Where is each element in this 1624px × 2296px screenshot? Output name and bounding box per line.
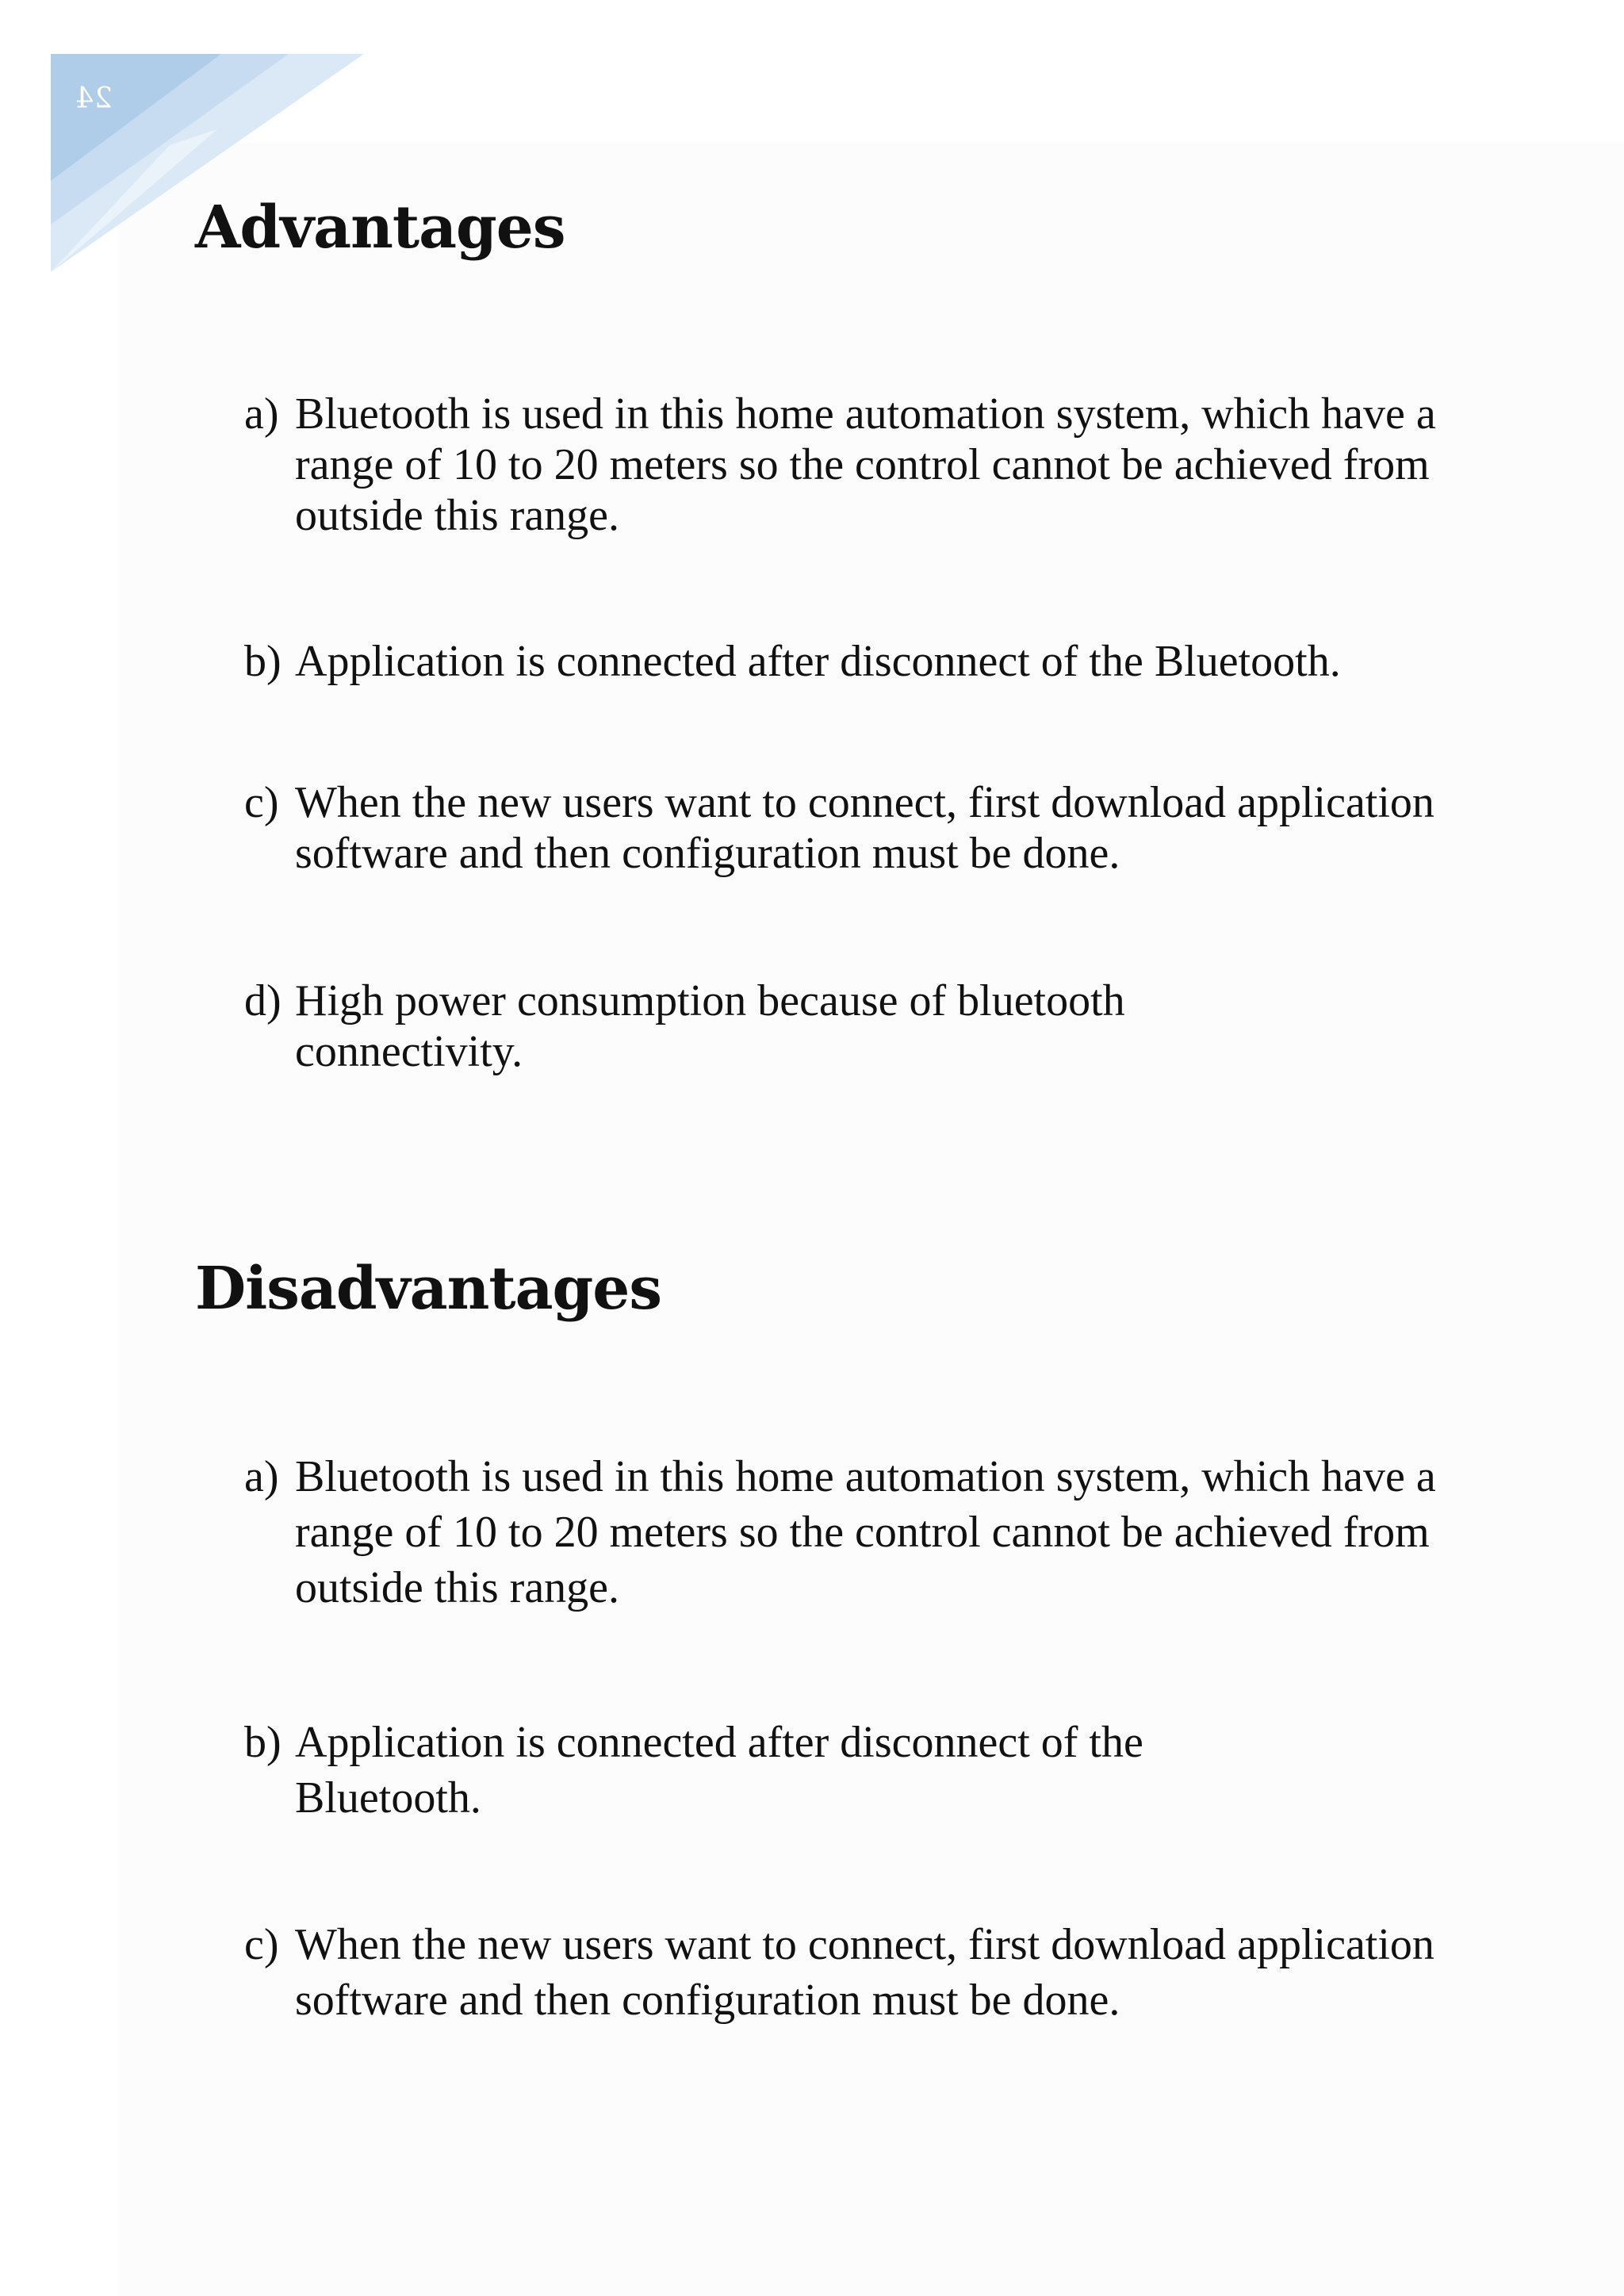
disadvantage-item-marker: b)	[244, 1718, 282, 1767]
disadvantage-item-text: When the new users want to connect, first download application software and then configuration must be done.	[295, 1920, 1434, 2025]
advantage-item	[244, 976, 1275, 1077]
advantage-item-text: When the new users want to connect, first download application software and then configuration must be done.	[295, 778, 1434, 878]
advantage-item-marker: b)	[244, 637, 282, 686]
advantage-item-marker: c)	[244, 778, 279, 827]
disadvantage-item	[244, 1917, 1481, 2028]
advantage-item	[244, 777, 1481, 879]
disadvantage-item	[244, 1449, 1481, 1616]
disadvantage-item-text: Application is connected after disconnect of the Bluetooth.	[295, 1718, 1143, 1823]
disadvantage-item-marker: c)	[244, 1920, 279, 1969]
advantage-item-marker: d)	[244, 976, 282, 1025]
advantage-item-marker: a)	[244, 389, 279, 439]
disadvantage-item-text: Bluetooth is used in this home automation system, which have a range of 10 to 20 meters so the control cannot be achieved from outside this range.	[295, 1452, 1436, 1612]
advantage-item	[244, 389, 1481, 541]
disadvantage-item	[244, 1715, 1275, 1826]
disadvantage-item-marker: a)	[244, 1452, 279, 1501]
advantage-item	[244, 636, 1481, 687]
advantages-heading: Advantages	[195, 194, 565, 262]
disadvantages-heading: Disadvantages	[195, 1255, 661, 1323]
page-number: 24	[75, 82, 113, 115]
advantage-item-text: Application is connected after disconnect of the Bluetooth.	[295, 637, 1341, 686]
advantage-item-text: High power consumption because of bluetooth connectivity.	[295, 976, 1125, 1076]
advantage-item-text: Bluetooth is used in this home automation system, which have a range of 10 to 20 meters so the control cannot be achieved from outside this range.	[295, 389, 1436, 540]
